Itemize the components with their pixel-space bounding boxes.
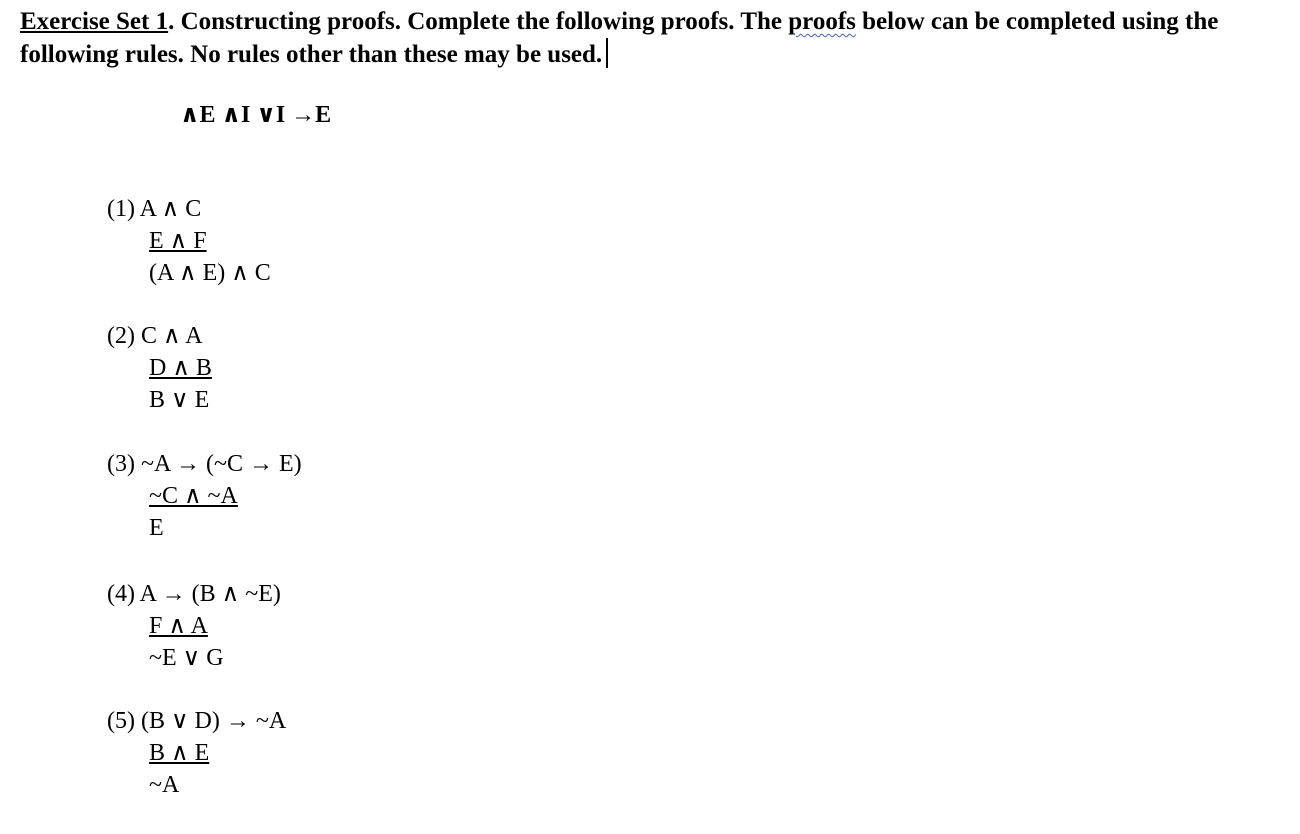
premise-1 xyxy=(107,705,286,737)
exercise-number: (4) xyxy=(107,581,135,607)
premise-1 xyxy=(107,578,281,610)
allowed-rules: ∧E ∧I ∨I →E xyxy=(180,102,332,128)
exercise-set-title: Exercise Set 1 xyxy=(20,8,169,35)
premise-2-text: D ∧ B xyxy=(149,355,212,381)
exercise-number: (5) xyxy=(107,708,135,734)
premise-2 xyxy=(107,610,281,642)
exercise-1 xyxy=(107,193,271,289)
exercise-2 xyxy=(107,320,212,416)
premise-2 xyxy=(107,737,286,769)
conclusion: B ∨ E xyxy=(149,387,210,413)
premise-2-text: F ∧ A xyxy=(149,613,208,639)
premise-1-text: (B ∨ D) → ~A xyxy=(140,708,287,734)
premise-2 xyxy=(107,480,302,512)
premise-1-text: A → (B ∧ ~E) xyxy=(139,581,281,607)
instructions-text-end: below can be completed using the following rules. No rules other than these may be used. xyxy=(20,8,1219,68)
conclusion: ~A xyxy=(149,772,180,798)
premise-2 xyxy=(107,352,212,384)
exercise-number: (3) xyxy=(107,451,135,477)
premise-1-text: A ∧ C xyxy=(139,196,202,222)
instructions-text: . Constructing proofs. Complete the following proofs. The xyxy=(168,8,789,35)
instructions-heading xyxy=(20,6,1280,71)
exercise-5 xyxy=(107,705,286,801)
conclusion: E xyxy=(149,515,164,541)
premise-2-text: E ∧ F xyxy=(149,228,207,254)
conclusion: (A ∧ E) ∧ C xyxy=(149,260,271,286)
premise-1 xyxy=(107,448,302,480)
premise-1 xyxy=(107,193,271,225)
exercise-number: (1) xyxy=(107,196,135,222)
premise-1 xyxy=(107,320,212,352)
premise-2-text: B ∧ E xyxy=(149,740,210,766)
premise-1-text: C ∧ A xyxy=(140,323,203,349)
conclusion: ~E ∨ G xyxy=(149,645,224,671)
premise-2 xyxy=(107,225,271,257)
premise-1-text: ~A → (~C → E) xyxy=(140,451,302,477)
text-cursor xyxy=(606,38,608,68)
premise-2-text: ~C ∧ ~A xyxy=(149,483,238,509)
exercise-4 xyxy=(107,578,281,674)
exercise-number: (2) xyxy=(107,323,135,349)
exercise-3 xyxy=(107,448,302,544)
spellcheck-flagged-word[interactable]: proofs xyxy=(788,8,856,35)
